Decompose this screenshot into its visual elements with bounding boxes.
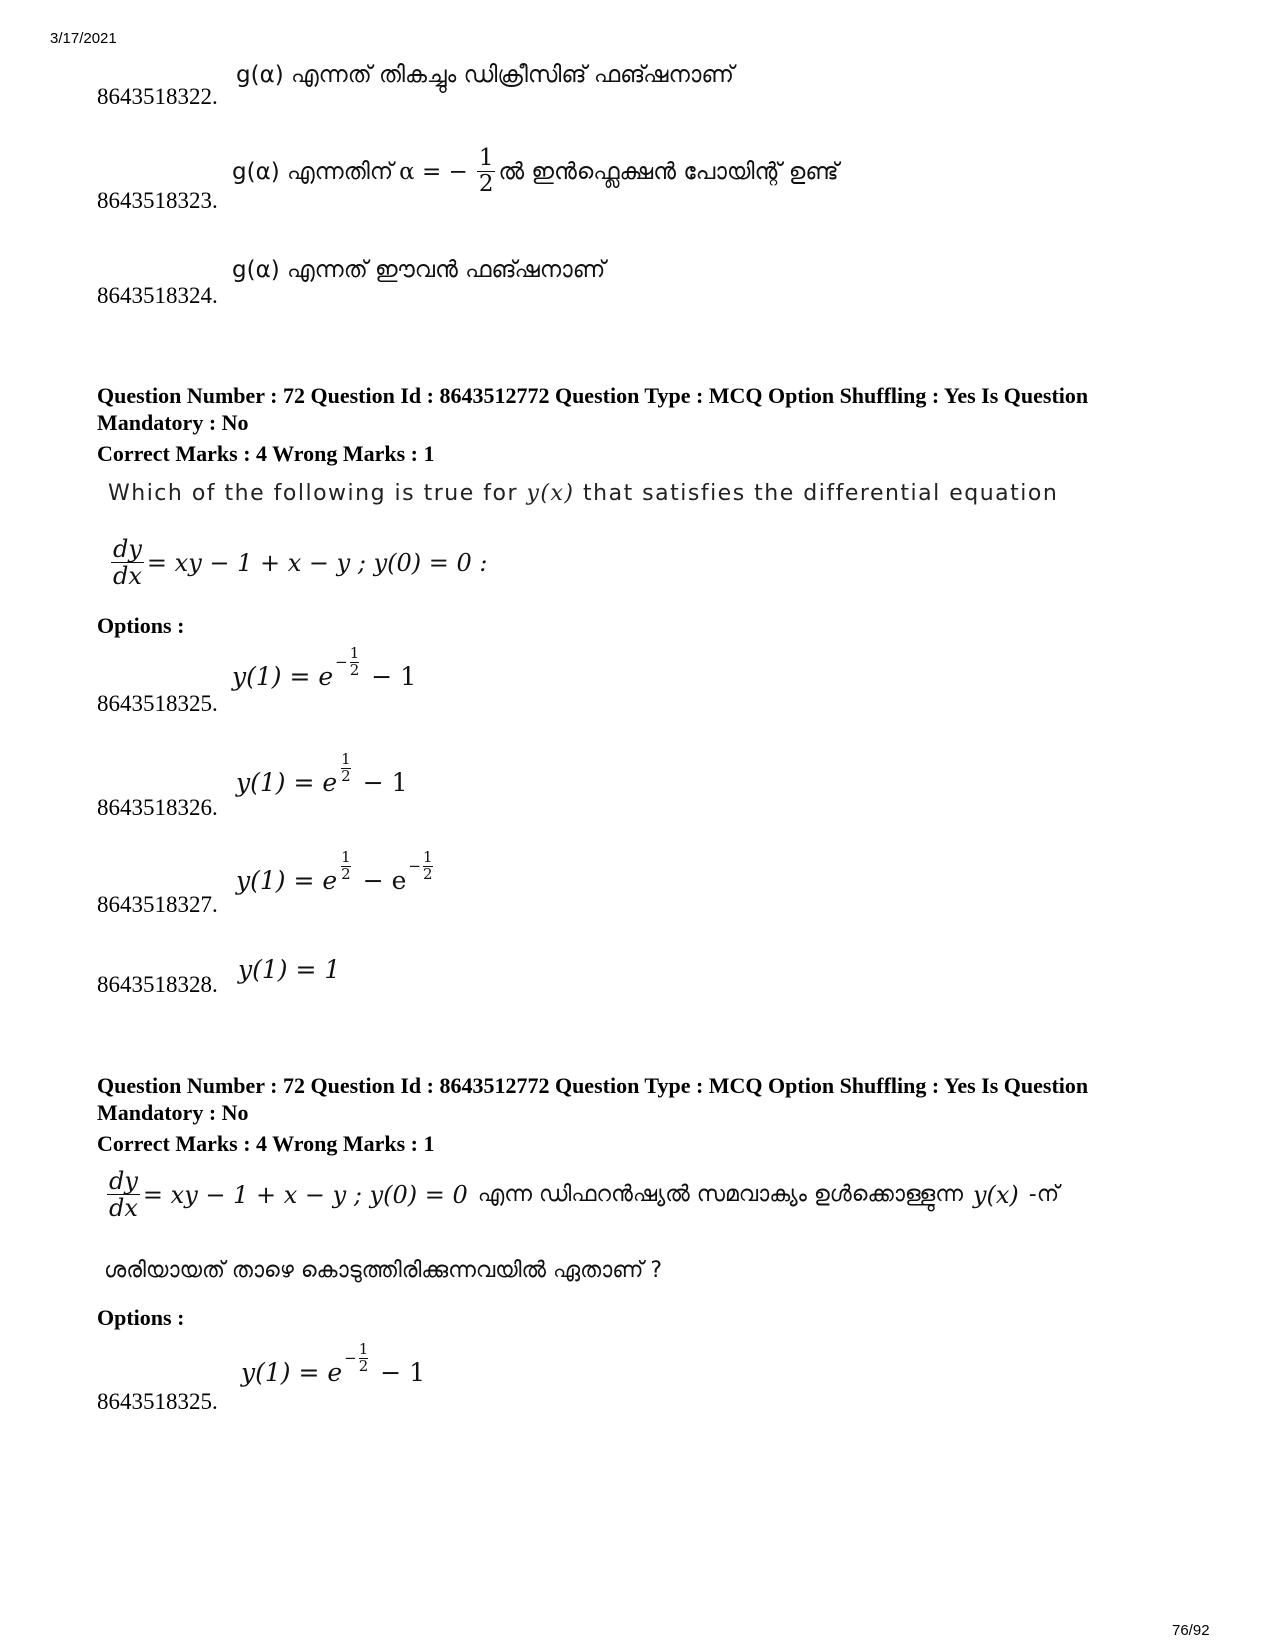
exponent-sign: − — [335, 653, 348, 672]
derivative-fraction — [107, 1168, 140, 1222]
exponent-numerator: 1 — [423, 848, 433, 866]
expr-tail: − 1 — [371, 661, 417, 691]
fraction-numerator: dy — [113, 535, 142, 563]
question-text — [108, 481, 1058, 506]
option-text — [232, 146, 839, 198]
exponent-denominator: 2 — [423, 864, 433, 883]
option-expression — [236, 750, 408, 799]
option-id: 8643518324. — [97, 283, 218, 308]
exponent-numerator: 1 — [341, 848, 351, 866]
exponent-numerator: 1 — [349, 644, 360, 662]
expr-lhs: y(1) = e — [236, 865, 338, 895]
option-id: 8643518328. — [97, 972, 218, 997]
exponent-fraction — [341, 752, 351, 785]
print-date: 3/17/2021 — [50, 30, 117, 47]
exponent-fraction — [359, 1342, 369, 1375]
fraction-denominator: 2 — [478, 171, 494, 198]
equation-rest: = xy − 1 + x − y ; y(0) = 0 : — [146, 548, 488, 577]
options-label: Options : — [97, 1305, 185, 1330]
exponent-denominator: 2 — [349, 660, 360, 679]
question-text-part: -ന് — [1028, 1182, 1060, 1208]
exponent-denominator: 2 — [341, 766, 351, 785]
exponent — [335, 646, 361, 679]
fraction-numerator: dy — [109, 1167, 138, 1195]
option-expression — [236, 848, 435, 897]
option-id: 8643518325. — [97, 1389, 218, 1414]
option-expression — [241, 1340, 426, 1389]
question-variable: y(x) — [526, 481, 575, 506]
option-expression: y(1) = 1 — [238, 955, 341, 984]
question-header: Question Number : 72 Question Id : 8643512772 Question Type : MCQ Option Shuffling : Yes Is Question Mandatory : No — [97, 383, 1089, 435]
exponent-fraction — [350, 646, 360, 679]
expr-tail: − 1 — [380, 1357, 426, 1387]
derivative-fraction — [111, 536, 144, 590]
option-id: 8643518322. — [97, 84, 218, 109]
option-id: 8643518323. — [97, 188, 218, 213]
exponent-numerator: 1 — [358, 1340, 369, 1358]
option-text: g(α) എന്നത് ഈവൻ ഫങ്ഷനാണ് — [232, 257, 606, 283]
fraction-numerator: 1 — [478, 145, 494, 171]
question-text-part: എന്ന ഡിഫറൻഷ്യൽ സമവാക്യം ഉൾക്കൊള്ളുന്ന — [477, 1182, 963, 1208]
question-text-part: that satisfies the differential equation — [583, 481, 1059, 506]
question-text-line2: ശരിയായത് താഴെ കൊടുത്തിരിക്കുന്നവയിൽ ഏതാണ് ? — [104, 1258, 663, 1283]
option-id: 8643518326. — [97, 795, 218, 820]
question-marks: Correct Marks : 4 Wrong Marks : 1 — [97, 1131, 435, 1156]
question-variable: y(x) — [972, 1180, 1019, 1209]
exponent — [408, 850, 434, 883]
option-math: α = − — [399, 158, 468, 185]
exponent — [339, 850, 353, 883]
exponent-fraction — [341, 850, 351, 883]
expr-lhs: y(1) = e — [236, 767, 338, 797]
question-marks: Correct Marks : 4 Wrong Marks : 1 — [97, 441, 435, 466]
expr-tail: − 1 — [362, 767, 408, 797]
expr-lhs: y(1) = e — [241, 1357, 343, 1387]
question-header: Question Number : 72 Question Id : 8643512772 Question Type : MCQ Option Shuffling : Yes Is Question Mandatory : No — [97, 1073, 1089, 1125]
fraction-denominator: dx — [113, 562, 142, 591]
option-text-part: ൽ ഇൻഫ്ലെക്ഷൻ പോയിന്റ് ഉണ്ട് — [498, 158, 839, 185]
fraction-denominator: dx — [109, 1194, 138, 1223]
fraction — [477, 146, 496, 198]
exponent — [339, 752, 353, 785]
question-text-part: Which of the following is true for — [108, 481, 518, 506]
exponent-numerator: 1 — [341, 750, 351, 768]
option-text: g(α) എന്നത് തികച്ചും ഡിക്രീസിങ് ഫങ്ഷനാണ് — [236, 62, 734, 88]
option-id: 8643518325. — [97, 691, 218, 716]
options-label: Options : — [97, 613, 185, 638]
exponent — [344, 1342, 370, 1375]
option-id: 8643518327. — [97, 892, 218, 917]
question-text — [104, 1168, 1059, 1222]
exponent-fraction — [423, 850, 433, 883]
exponent-sign: − — [408, 857, 421, 876]
option-text-part: g(α) എന്നതിന് — [232, 158, 394, 185]
expr-lhs: y(1) = e — [232, 661, 334, 691]
exponent-denominator: 2 — [358, 1356, 369, 1375]
equation-rest: = xy − 1 + x − y ; y(0) = 0 — [142, 1180, 468, 1209]
page-number: 76/92 — [1172, 1622, 1210, 1639]
exponent-denominator: 2 — [341, 864, 351, 883]
option-expression — [232, 644, 417, 693]
differential-equation — [108, 536, 487, 590]
exponent-sign: − — [344, 1349, 357, 1368]
expr-mid: − e — [362, 865, 407, 895]
